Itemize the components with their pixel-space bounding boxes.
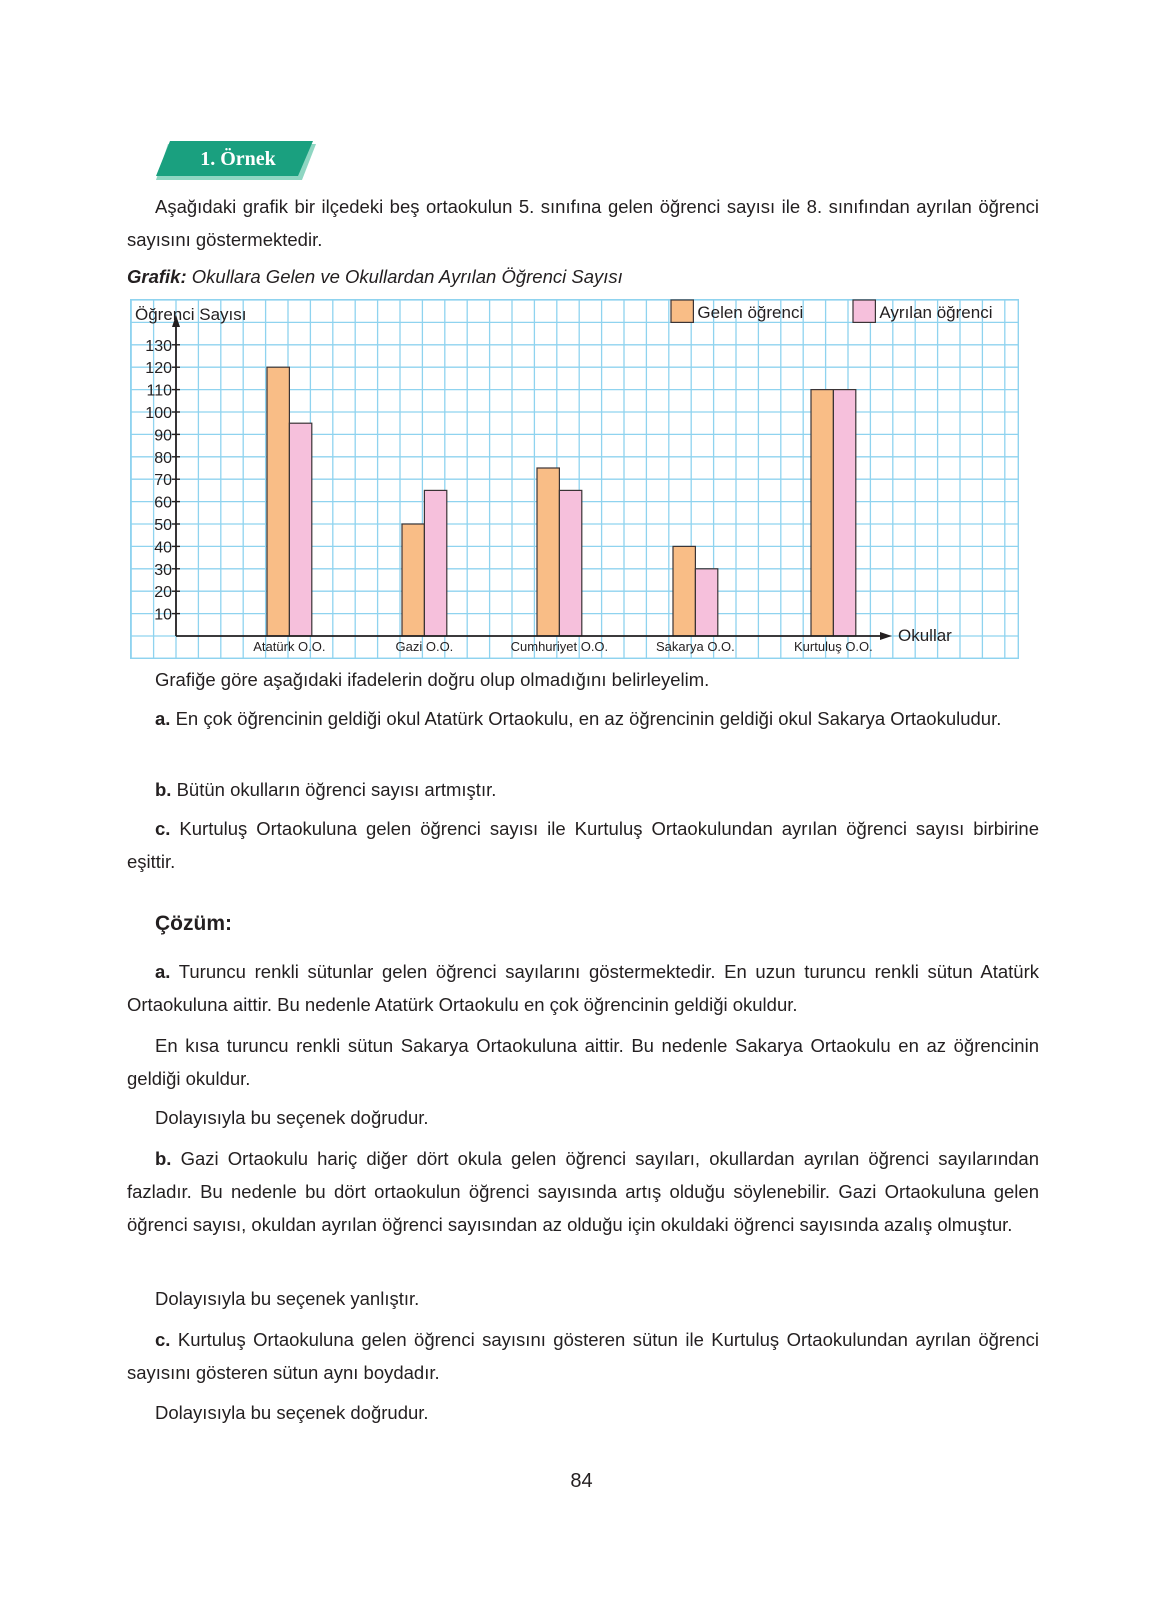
solution-a [127, 955, 1039, 1021]
x-tick-label: Cumhuriyet O.O. [510, 639, 609, 654]
y-tick-label: 60 [154, 494, 172, 512]
item-text: En kısa turuncu renkli sütun Sakarya Ortaokuluna aittir. Bu nedenle Sakarya Ortaokulu en az öğrencinin geldiği okuldur. [127, 1035, 1039, 1089]
y-tick-label: 80 [154, 449, 172, 467]
y-tick-label: 90 [154, 427, 172, 445]
question-lead [127, 663, 1039, 696]
conclusion-text: Dolayısıyla bu seçenek yanlıştır. [155, 1288, 420, 1309]
legend-swatch [671, 300, 693, 322]
solution-heading: Çözüm: [155, 912, 232, 935]
conclusion-text: Dolayısıyla bu seçenek doğrudur. [155, 1402, 429, 1423]
bar-ayrilan [289, 423, 311, 636]
y-tick-label: 40 [154, 539, 172, 557]
y-tick-label: 70 [154, 472, 172, 490]
y-tick-label: 30 [154, 561, 172, 579]
y-tick-label: 20 [154, 584, 172, 602]
item-label: c. [155, 818, 171, 839]
bar-ayrilan [559, 490, 581, 636]
legend-swatch [853, 300, 875, 322]
item-text: Turuncu renkli sütunlar gelen öğrenci sayılarını göstermektedir. En uzun turuncu renkli sütun Atatürk Ortaokuluna aittir. Bu nedenle Atatürk Ortaokulu en çok öğrencinin geldiği okuldur. [127, 961, 1039, 1015]
item-label: c. [155, 1329, 171, 1350]
chart-canvas [130, 299, 1019, 659]
item-text: Bütün okulların öğrenci sayısı artmıştır. [171, 779, 497, 800]
bar-gelen [811, 390, 833, 636]
question-item-a [127, 702, 1039, 735]
solution-c [127, 1323, 1039, 1389]
y-axis-title: Öğrenci Sayısı [135, 305, 247, 324]
solution-a-cont [127, 1029, 1039, 1095]
chart-caption [127, 266, 623, 288]
item-text: Gazi Ortaokulu hariç diğer dört okula gelen öğrenci sayıları, okullardan ayrılan öğrenci sayılarından fazladır. Bu nedenle bu dört ortaokulun öğrenci sayısında artış olduğu söylenebilir. Gazi Ortaokuluna gelen öğrenci sayısı, okuldan ayrılan öğrenci sayısından az olduğu için okuldaki öğrenci sayısında azalış olmuştur. [127, 1148, 1039, 1235]
bar-gelen [267, 367, 289, 636]
bar-ayrilan [833, 390, 855, 636]
x-tick-label: Sakarya O.O. [656, 639, 735, 654]
item-label: b. [155, 1148, 172, 1169]
bar-ayrilan [695, 569, 717, 636]
x-tick-label: Atatürk O.O. [253, 639, 326, 654]
intro-text: Aşağıdaki grafik bir ilçedeki beş ortaokulun 5. sınıfına gelen öğrenci sayısı ile 8. sınıfından ayrılan öğrenci sayısını göstermektedir. [127, 196, 1039, 250]
example-badge [156, 141, 316, 179]
y-tick-label: 130 [145, 337, 172, 355]
x-axis-title: Okullar [898, 626, 952, 645]
intro-paragraph [127, 190, 1039, 256]
bar-gelen [537, 468, 559, 636]
y-tick-label: 110 [146, 382, 172, 400]
x-tick-label: Gazi O.O. [395, 639, 454, 654]
item-label: a. [155, 708, 171, 729]
y-tick-label: 10 [154, 606, 172, 624]
y-tick-label: 50 [154, 517, 172, 534]
page-number: 84 [570, 1470, 593, 1492]
caption-title: Okullara Gelen ve Okullardan Ayrılan Öğrenci Sayısı [186, 266, 623, 287]
item-label: b. [155, 779, 172, 800]
conclusion-text: Dolayısıyla bu seçenek doğrudur. [155, 1107, 429, 1128]
solution-c-conclusion [127, 1396, 1039, 1429]
question-lead-text: Grafiğe göre aşağıdaki ifadelerin doğru olup olmadığını belirleyelim. [155, 669, 710, 690]
x-tick-label: Kurtuluş O.O. [794, 639, 873, 654]
bar-gelen [402, 524, 424, 636]
solution-b-conclusion [127, 1282, 1039, 1315]
item-text: Kurtuluş Ortaokuluna gelen öğrenci sayısı ile Kurtuluş Ortaokulundan ayrılan öğrenci sayısı birbirine eşittir. [127, 818, 1039, 872]
legend-label: Ayrılan öğrenci [879, 303, 993, 322]
item-text: En çok öğrencinin geldiği okul Atatürk Ortaokulu, en az öğrencinin geldiği okul Sakarya Ortaokuludur. [170, 708, 1002, 729]
y-tick-label: 100 [145, 405, 172, 422]
solution-b [127, 1142, 1039, 1241]
y-tick-label: 120 [145, 360, 172, 378]
legend-label: Gelen öğrenci [697, 303, 804, 322]
question-item-b [127, 773, 1039, 806]
bar-chart [130, 299, 1019, 659]
solution-a-conclusion [127, 1101, 1039, 1134]
question-item-c [127, 812, 1039, 878]
item-label: a. [155, 961, 171, 982]
item-text: Kurtuluş Ortaokuluna gelen öğrenci sayısını gösteren sütun ile Kurtuluş Ortaokulundan ayrılan öğrenci sayısını gösteren sütun aynı boydadır. [127, 1329, 1039, 1383]
bar-gelen [673, 546, 695, 636]
example-title: 1. Örnek [200, 147, 276, 170]
bar-ayrilan [424, 490, 446, 636]
caption-prefix: Grafik: [127, 266, 187, 287]
